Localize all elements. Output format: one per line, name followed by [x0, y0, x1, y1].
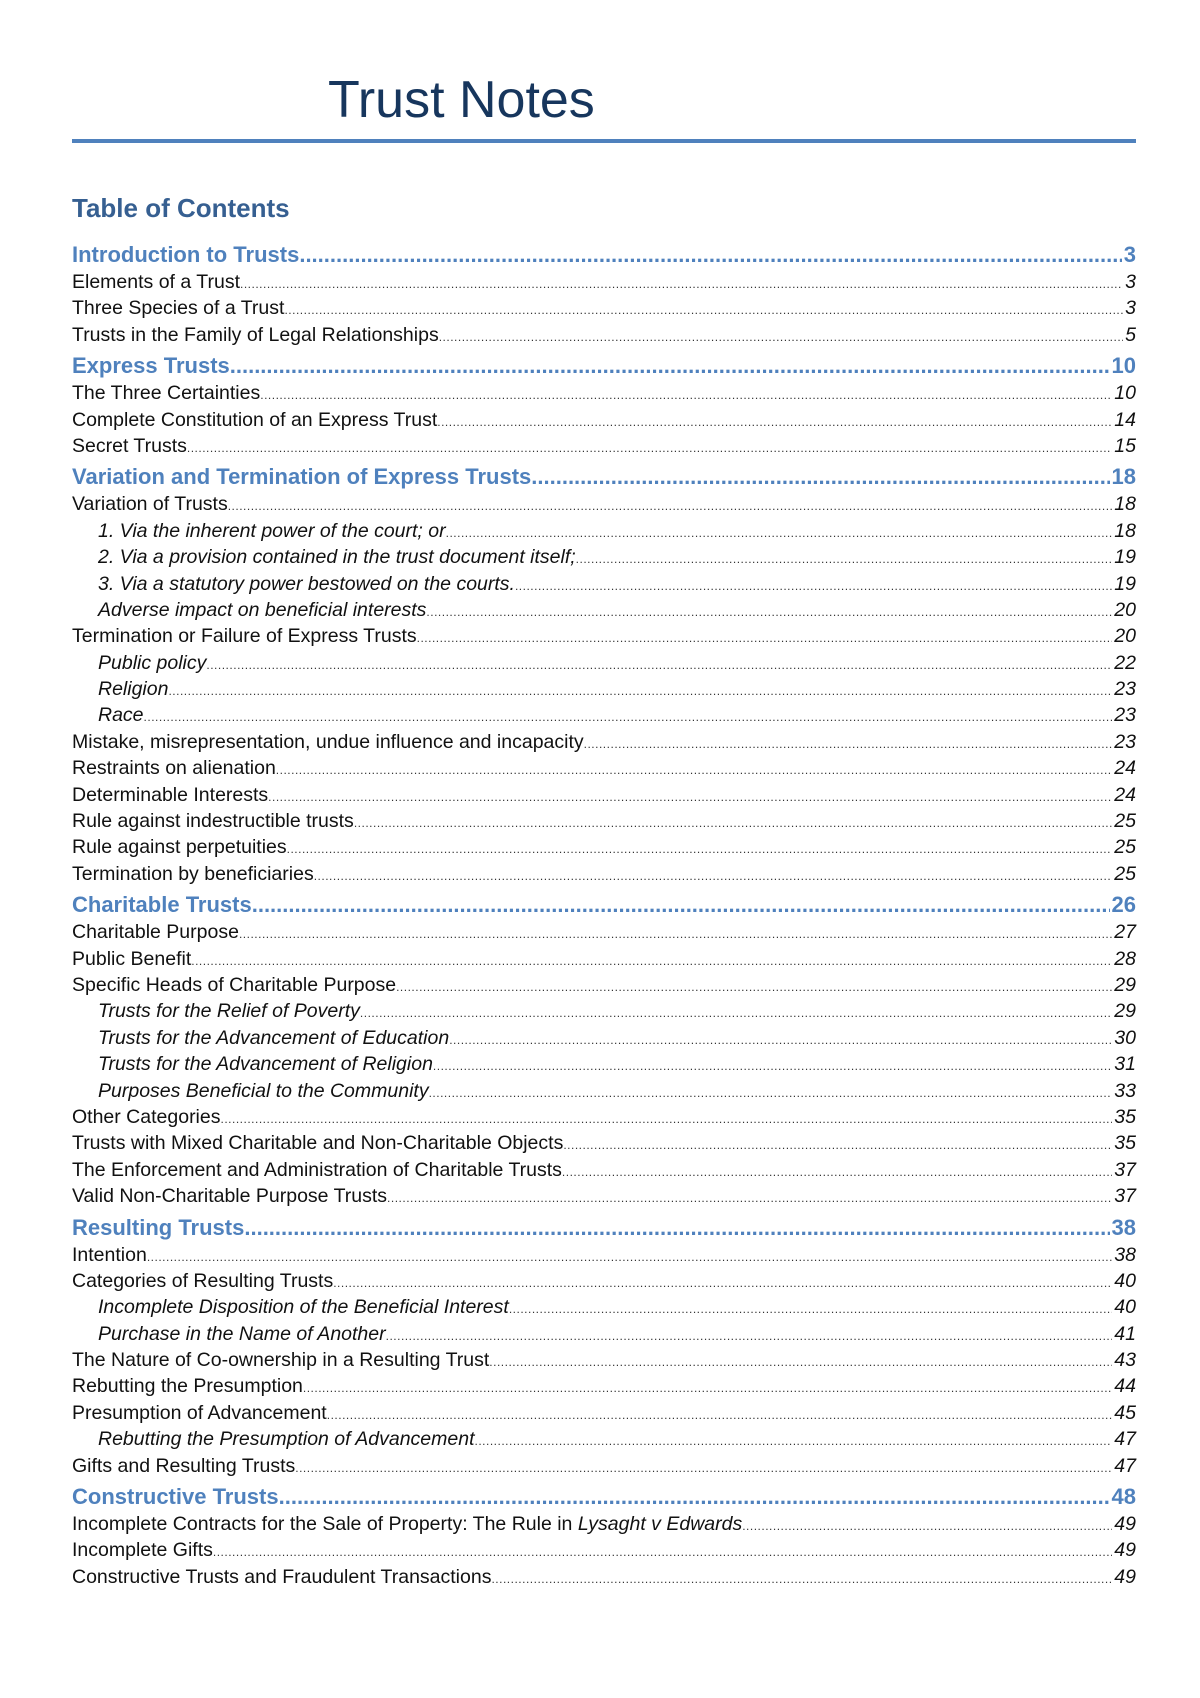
toc-entry-title-text: The Nature of Co-ownership in a Resulting Trust — [72, 1349, 490, 1372]
toc-page-number: 30 — [1114, 1026, 1136, 1049]
toc-heading-3[interactable] — [72, 1078, 1136, 1104]
toc-heading-2[interactable] — [72, 623, 1136, 649]
toc-heading-3[interactable] — [72, 1025, 1136, 1051]
toc-page-number: 3 — [1125, 297, 1136, 320]
toc-page-number: 20 — [1114, 598, 1136, 621]
toc-entry-title-text: Gifts and Resulting Trusts — [72, 1454, 296, 1477]
toc-page-number: 18 — [1114, 519, 1136, 542]
toc-entry-title — [98, 571, 515, 597]
toc-entry-title — [98, 998, 360, 1024]
toc-heading-2[interactable] — [72, 755, 1136, 781]
toc-entry-title — [72, 861, 314, 887]
dot-leader — [191, 948, 1112, 974]
toc-heading-2[interactable] — [72, 1564, 1136, 1590]
toc-entry-title — [72, 1130, 563, 1156]
dot-leader — [509, 1296, 1112, 1322]
toc-entry-title — [72, 1183, 387, 1209]
toc-page-number: 22 — [1114, 651, 1136, 674]
toc-section — [72, 463, 1136, 887]
dot-leader — [230, 352, 1110, 380]
toc-heading-2[interactable] — [72, 295, 1136, 321]
toc-entry-title-text: Specific Heads of Charitable Purpose — [72, 973, 397, 996]
toc-heading-3[interactable] — [72, 1051, 1136, 1077]
toc-page-number: 26 — [1111, 892, 1136, 918]
dot-leader — [314, 863, 1113, 889]
toc-page-number: 35 — [1114, 1132, 1136, 1155]
toc-section — [72, 1214, 1136, 1480]
toc-heading-1[interactable] — [72, 463, 1136, 491]
toc-page-number: 19 — [1114, 572, 1136, 595]
toc-heading-3[interactable] — [72, 571, 1136, 597]
toc-heading-2[interactable] — [72, 1268, 1136, 1294]
toc-page-number: 47 — [1114, 1428, 1136, 1451]
toc-heading-1[interactable] — [72, 352, 1136, 380]
toc-entry-title-text: Incomplete Contracts for the Sale of Property: The Rule in — [72, 1513, 578, 1536]
toc-entry-title-text: Purchase in the Name of Another — [98, 1322, 386, 1345]
toc-heading-2[interactable] — [72, 834, 1136, 860]
toc-heading-3[interactable] — [72, 544, 1136, 570]
dot-leader — [489, 1349, 1112, 1375]
dot-leader — [439, 324, 1123, 350]
toc-entry-title — [98, 1051, 433, 1077]
toc-entry-title — [72, 1537, 213, 1563]
dot-leader — [333, 1270, 1112, 1296]
dot-leader — [187, 435, 1112, 461]
toc-entry-title-text: Purposes Beneficial to the Community — [98, 1079, 429, 1102]
toc-page-number: 10 — [1114, 382, 1136, 405]
toc-heading-3[interactable] — [72, 650, 1136, 676]
toc-entry-title — [72, 1453, 295, 1479]
dot-leader — [221, 1106, 1113, 1132]
toc-heading-3[interactable] — [72, 1321, 1136, 1347]
toc-entry-title — [72, 1157, 562, 1183]
dot-leader — [240, 271, 1123, 297]
toc-page-number: 43 — [1114, 1349, 1136, 1372]
toc-page-number: 47 — [1114, 1454, 1136, 1477]
dot-leader — [147, 1244, 1112, 1270]
toc-entry-title-text: Termination by beneficiaries — [72, 862, 314, 885]
dot-leader — [386, 1323, 1113, 1349]
toc-entry-title-text: Other Categories — [72, 1105, 221, 1128]
toc-entry-title — [72, 1400, 327, 1426]
toc-entry-title — [98, 676, 168, 702]
toc-entry-title — [72, 1373, 303, 1399]
toc-heading-1[interactable] — [72, 891, 1136, 919]
toc-heading-3[interactable] — [72, 597, 1136, 623]
toc-entry-title-text: Rebutting the Presumption — [72, 1375, 303, 1398]
toc-page-number: 3 — [1123, 242, 1136, 267]
toc-entry-title — [72, 755, 276, 781]
dot-leader — [276, 757, 1113, 783]
dot-leader — [244, 1214, 1109, 1242]
toc-entry-title-text: Religion — [98, 678, 169, 701]
toc-entry-title-text: Express Trusts — [72, 353, 230, 379]
dot-leader — [584, 731, 1113, 757]
toc-heading-2[interactable] — [72, 782, 1136, 808]
toc-entry-title — [72, 352, 230, 380]
toc-entry-title — [72, 834, 287, 860]
toc-heading-2[interactable] — [72, 1537, 1136, 1563]
toc-entry-title — [72, 808, 354, 834]
toc-entry-title-text: Secret Trusts — [72, 434, 187, 457]
toc-heading-3[interactable] — [72, 676, 1136, 702]
toc-page-number: 24 — [1114, 757, 1136, 780]
toc-section — [72, 241, 1136, 348]
toc-heading-2[interactable] — [72, 1242, 1136, 1268]
dot-leader — [426, 599, 1112, 625]
toc-entry-title-text: Trusts for the Advancement of Education — [98, 1026, 450, 1049]
dot-leader — [491, 1566, 1112, 1592]
dot-leader — [327, 1402, 1113, 1428]
toc-page-number: 45 — [1114, 1401, 1136, 1424]
toc-entry-title-text: Three Species of a Trust — [72, 297, 285, 320]
dot-leader — [299, 241, 1121, 269]
toc-entry-title-text: The Three Certainties — [72, 382, 261, 405]
toc-entry-title-text: Determinable Interests — [72, 783, 269, 806]
toc-heading-2[interactable] — [72, 407, 1136, 433]
toc-page-number: 5 — [1125, 323, 1136, 346]
toc-heading-3[interactable] — [72, 998, 1136, 1024]
toc-heading-2[interactable] — [72, 433, 1136, 459]
toc-page-number: 41 — [1114, 1322, 1136, 1345]
toc-heading-1[interactable] — [72, 1483, 1136, 1511]
toc-entry-title-text: Intention — [72, 1243, 147, 1266]
dot-leader — [475, 1428, 1113, 1454]
toc-entry-title — [72, 1104, 221, 1130]
toc-heading-2[interactable] — [72, 946, 1136, 972]
toc-entry-title-text: Adverse impact on beneficial interests — [98, 598, 427, 621]
toc-entry-title-text: Trusts with Mixed Charitable and Non-Charitable Objects — [72, 1132, 564, 1155]
dot-leader — [360, 1000, 1112, 1026]
dot-leader — [387, 1185, 1112, 1211]
toc-entry-title-text: Resulting Trusts — [72, 1214, 245, 1240]
toc-page-number: 25 — [1114, 862, 1136, 885]
toc-page-number: 10 — [1111, 353, 1136, 379]
toc-page-number: 31 — [1114, 1053, 1136, 1076]
toc-page-number: 37 — [1114, 1185, 1136, 1208]
toc-entry-title-text: Rule against indestructible trusts — [72, 810, 354, 833]
toc-heading-2[interactable] — [72, 808, 1136, 834]
toc-page-number: 49 — [1114, 1539, 1136, 1562]
dot-leader — [563, 1132, 1112, 1158]
dot-leader — [396, 974, 1112, 1000]
toc-page-number: 49 — [1114, 1513, 1136, 1536]
toc-entry-title-text: Race — [98, 704, 144, 727]
toc-entry-title — [72, 1564, 491, 1590]
dot-leader — [268, 784, 1112, 810]
dot-leader — [206, 652, 1112, 678]
toc-entry-title — [98, 702, 144, 728]
dot-leader — [228, 493, 1113, 519]
dot-leader — [279, 1483, 1110, 1511]
toc-page-number: 40 — [1114, 1296, 1136, 1319]
toc-entry-title — [72, 919, 239, 945]
dot-leader — [449, 1027, 1112, 1053]
toc-heading-2[interactable] — [72, 380, 1136, 406]
toc-entry-title — [72, 1242, 147, 1268]
toc-heading-3[interactable] — [72, 1294, 1136, 1320]
dot-leader — [287, 836, 1113, 862]
dot-leader — [576, 546, 1113, 572]
toc-entry-title — [98, 1321, 386, 1347]
toc-heading-3[interactable] — [72, 1426, 1136, 1452]
dot-leader — [354, 810, 1112, 836]
toc-entry-title — [72, 891, 252, 919]
toc-page-number: 14 — [1114, 408, 1136, 431]
toc-page-number: 38 — [1111, 1214, 1136, 1240]
toc-entry-title-text: Charitable Trusts — [72, 892, 252, 918]
toc-page-number: 19 — [1114, 546, 1136, 569]
toc-entry-title — [72, 972, 396, 998]
dot-leader — [515, 573, 1112, 599]
toc-entry-title — [98, 544, 576, 570]
document-title: Trust Notes — [328, 71, 595, 129]
toc-entry-title — [72, 729, 584, 755]
dot-leader — [742, 1513, 1112, 1539]
toc-page-number: 37 — [1114, 1158, 1136, 1181]
toc-heading-2[interactable] — [72, 1130, 1136, 1156]
toc-entry-title-text: Trusts for the Advancement of Religion — [98, 1053, 433, 1076]
toc-section — [72, 891, 1136, 1209]
toc-section — [72, 1483, 1136, 1590]
toc-page-number: 29 — [1114, 1000, 1136, 1023]
toc-page-number: 38 — [1114, 1243, 1136, 1266]
toc-heading-2[interactable] — [72, 491, 1136, 517]
toc-entry-title-text: Rebutting the Presumption of Advancement — [98, 1428, 475, 1451]
toc-entry-title — [72, 322, 439, 348]
toc-entry-title — [72, 1511, 742, 1537]
dot-leader — [437, 409, 1112, 435]
toc-entry-title-text: Trusts for the Relief of Poverty — [98, 1000, 360, 1023]
toc-entry-title — [72, 463, 531, 491]
toc-page-number: 23 — [1114, 678, 1136, 701]
toc-heading-2[interactable] — [72, 1347, 1136, 1373]
toc-page-number: 40 — [1114, 1269, 1136, 1292]
toc-heading-1[interactable] — [72, 241, 1136, 269]
toc-entry-title-text: Categories of Resulting Trusts — [72, 1269, 334, 1292]
dot-leader — [433, 1053, 1112, 1079]
dot-leader — [260, 382, 1112, 408]
toc-entry-title-text: Variation and Termination of Express Trusts — [72, 464, 532, 490]
toc-page-number: 25 — [1114, 810, 1136, 833]
toc-entry-title — [72, 295, 284, 321]
toc-heading-2[interactable] — [72, 1511, 1136, 1537]
toc-heading-2[interactable] — [72, 1373, 1136, 1399]
toc-entry-title-text: Trusts in the Family of Legal Relationships — [72, 323, 439, 346]
dot-leader — [252, 891, 1110, 919]
toc-page-number: 23 — [1114, 730, 1136, 753]
toc-entry-title — [72, 269, 240, 295]
toc-heading-2[interactable] — [72, 729, 1136, 755]
toc-section — [72, 352, 1136, 459]
toc-entry-title — [72, 433, 187, 459]
dot-leader — [531, 463, 1109, 491]
toc-entry-title-text: 1. Via the inherent power of the court; or — [98, 519, 446, 542]
toc-entry-title-text: Introduction to Trusts — [72, 242, 300, 267]
toc-page-number: 29 — [1114, 973, 1136, 996]
toc-entry-title-text: Mistake, misrepresentation, undue influence and incapacity — [72, 730, 584, 753]
toc-page-number: 3 — [1125, 271, 1136, 293]
toc-page-number: 18 — [1114, 493, 1136, 516]
toc-entry-title-text: Termination or Failure of Express Trusts — [72, 625, 417, 648]
toc-entry-title — [98, 1025, 449, 1051]
toc-entry-title — [98, 1426, 475, 1452]
toc-entry-title-text: Public policy — [98, 651, 207, 674]
toc-entry-title-text: The Enforcement and Administration of Charitable Trusts — [72, 1158, 562, 1181]
toc-entry-title — [98, 650, 206, 676]
toc-entry-title — [72, 491, 228, 517]
dot-leader — [284, 297, 1123, 323]
toc-entry-title-text: Complete Constitution of an Express Trust — [72, 408, 438, 431]
toc-entry-title-italic: Lysaght v Edwards — [577, 1513, 743, 1536]
toc-entry-title-text: Constructive Trusts and Fraudulent Transactions — [72, 1565, 492, 1588]
dot-leader — [417, 625, 1113, 651]
toc-page-number: 18 — [1111, 464, 1136, 490]
toc-heading-2[interactable] — [72, 861, 1136, 887]
toc-page-number: 15 — [1114, 434, 1136, 457]
toc-entry-title — [72, 623, 417, 649]
toc-entry-title — [72, 782, 268, 808]
dot-leader — [562, 1159, 1112, 1185]
toc-page-number: 24 — [1114, 783, 1136, 806]
toc-entry-title — [98, 518, 446, 544]
toc-page-number: 20 — [1114, 625, 1136, 648]
toc-entry-title-text: Presumption of Advancement — [72, 1401, 327, 1424]
toc-heading-2[interactable] — [72, 972, 1136, 998]
dot-leader — [446, 520, 1113, 546]
toc-heading-2[interactable] — [72, 1183, 1136, 1209]
toc-entry-title — [72, 1347, 489, 1373]
toc-heading-2[interactable] — [72, 1453, 1136, 1479]
toc-entry-title — [72, 241, 299, 269]
toc-entry-title — [98, 1294, 509, 1320]
toc-entry-title-text: 2. Via a provision contained in the trust document itself; — [98, 546, 576, 569]
toc-page-number: 23 — [1114, 704, 1136, 727]
toc-entry-title-text: Public Benefit — [72, 947, 192, 970]
toc-entry-title — [72, 380, 260, 406]
toc-page-number: 49 — [1114, 1565, 1136, 1588]
toc-entry-title-text: Charitable Purpose — [72, 921, 239, 944]
toc-heading-2[interactable] — [72, 1104, 1136, 1130]
dot-leader — [295, 1455, 1112, 1481]
dot-leader — [144, 704, 1113, 730]
toc-heading-1[interactable] — [72, 1214, 1136, 1242]
toc-entry-title-text: Constructive Trusts — [72, 1484, 279, 1510]
title-underline — [72, 139, 1136, 143]
toc-entry-title-text: Incomplete Disposition of the Beneficial Interest — [98, 1296, 509, 1319]
toc-entry-title-text: Variation of Trusts — [72, 493, 228, 516]
toc-heading-3[interactable] — [72, 702, 1136, 728]
table-of-contents — [72, 241, 1136, 1594]
toc-entry-title — [98, 1078, 429, 1104]
dot-leader — [303, 1375, 1112, 1401]
dot-leader — [213, 1539, 1112, 1565]
toc-entry-title — [72, 407, 437, 433]
toc-heading: Table of Contents — [72, 193, 290, 223]
toc-page-number: 35 — [1114, 1105, 1136, 1128]
toc-heading-3[interactable] — [72, 518, 1136, 544]
toc-entry-title-text: Restraints on alienation — [72, 757, 276, 780]
toc-entry-title — [72, 1214, 244, 1242]
dot-leader — [429, 1080, 1113, 1106]
dot-leader — [168, 678, 1112, 704]
toc-page-number: 33 — [1114, 1079, 1136, 1102]
toc-page-number: 48 — [1111, 1484, 1136, 1510]
toc-entry-title — [72, 946, 191, 972]
toc-entry-title-text: Rule against perpetuities — [72, 836, 287, 859]
toc-entry-title — [72, 1268, 333, 1294]
toc-heading-2[interactable] — [72, 269, 1136, 295]
toc-page-number: 28 — [1114, 947, 1136, 970]
toc-heading-2[interactable] — [72, 322, 1136, 348]
toc-heading-2[interactable] — [72, 1400, 1136, 1426]
toc-page-number: 44 — [1114, 1375, 1136, 1398]
toc-heading-2[interactable] — [72, 919, 1136, 945]
toc-heading-2[interactable] — [72, 1157, 1136, 1183]
dot-leader — [239, 921, 1112, 947]
toc-entry-title-text: Elements of a Trust — [72, 271, 240, 293]
toc-entry-title-text: Incomplete Gifts — [72, 1539, 213, 1562]
toc-entry-title — [72, 1483, 279, 1511]
toc-entry-title — [98, 597, 426, 623]
toc-page-number: 25 — [1114, 836, 1136, 859]
toc-page-number: 27 — [1114, 921, 1136, 944]
toc-entry-title-text: 3. Via a statutory power bestowed on the courts. — [98, 572, 515, 595]
toc-entry-title-text: Valid Non-Charitable Purpose Trusts — [72, 1185, 388, 1208]
